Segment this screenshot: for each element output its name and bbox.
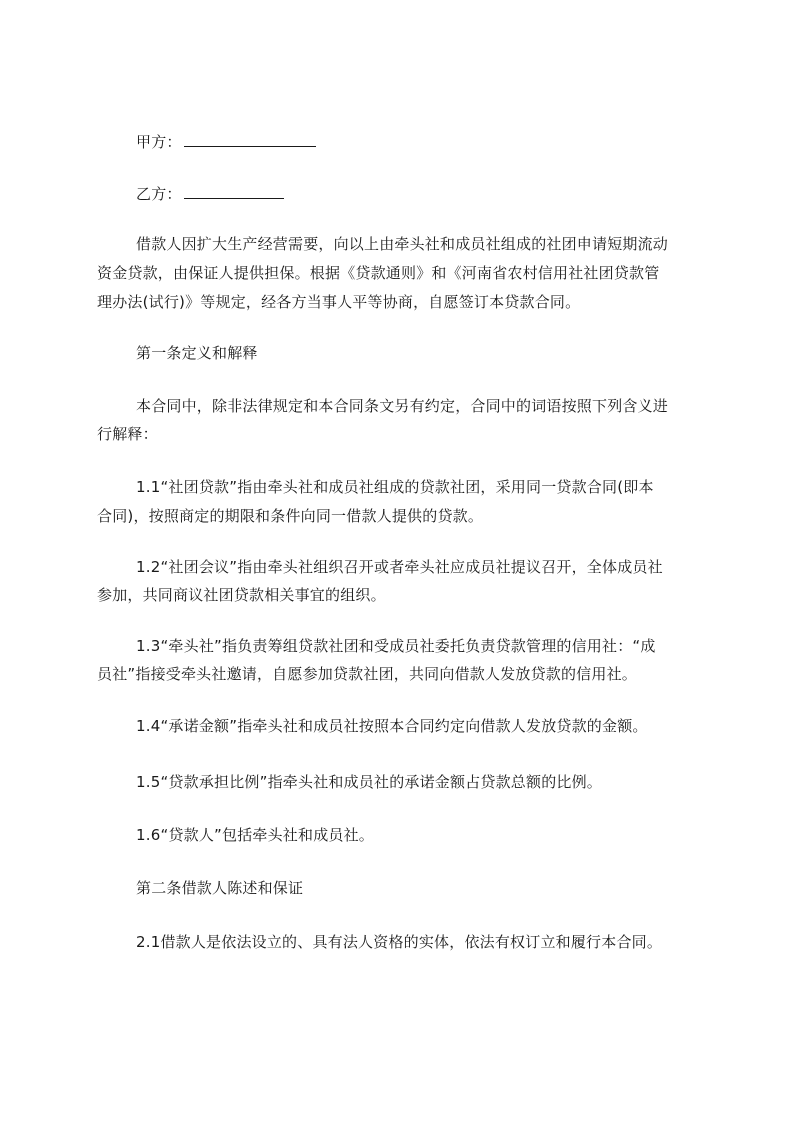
clause-1-4: 1.4“承诺金额”指牵头社和成员社按照本合同约定向借款人发放贷款的金额。 — [136, 717, 648, 735]
intro-line-1: 借款人因扩大生产经营需要，向以上由牵头社和成员社组成的社团申请短期流动 — [136, 235, 669, 253]
article-2-heading: 第二条借款人陈述和保证 — [136, 879, 304, 897]
clause-1-2-line-2: 参加，共同商议社团贷款相关事宜的组织。 — [97, 586, 386, 604]
party-b-label: 乙方： — [136, 185, 182, 203]
party-b-line — [136, 184, 284, 204]
article-1-intro-line-1: 本合同中，除非法律规定和本合同条文另有约定，合同中的词语按照下列含义进 — [136, 397, 669, 415]
article-1-heading: 第一条定义和解释 — [136, 344, 258, 362]
intro-line-2: 资金贷款，由保证人提供担保。根据《贷款通则》和《河南省农村信用社社团贷款管 — [97, 264, 660, 282]
clause-1-1-line-2: 合同)，按照商定的期限和条件向同一借款人提供的贷款。 — [97, 507, 484, 525]
clause-1-2-line-1: 1.2“社团会议”指由牵头社组织召开或者牵头社应成员社提议召开，全体成员社 — [136, 558, 663, 576]
party-a-blank[interactable] — [184, 132, 316, 147]
clause-1-1-line-1: 1.1“社团贷款”指由牵头社和成员社组成的贷款社团，采用同一贷款合同(即本 — [136, 478, 654, 496]
clause-1-3-line-2: 员社”指接受牵头社邀请，自愿参加贷款社团，共同向借款人发放贷款的信用社。 — [97, 665, 637, 683]
article-1-intro-line-2: 行解释： — [97, 425, 158, 443]
party-a-label: 甲方： — [136, 133, 182, 151]
party-b-blank[interactable] — [184, 184, 284, 199]
intro-line-3: 理办法(试行)》等规定，经各方当事人平等协商，自愿签订本贷款合同。 — [97, 293, 581, 311]
clause-1-3-line-1: 1.3“牵头社”指负责筹组贷款社团和受成员社委托负责贷款管理的信用社：“成 — [136, 637, 656, 655]
party-a-line — [136, 132, 316, 152]
clause-1-6: 1.6“贷款人”包括牵头社和成员社。 — [136, 826, 374, 844]
clause-2-1: 2.1借款人是依法设立的、具有法人资格的实体，依法有权订立和履行本合同。 — [136, 933, 663, 951]
clause-1-5: 1.5“贷款承担比例”指牵头社和成员社的承诺金额占贷款总额的比例。 — [136, 773, 602, 791]
